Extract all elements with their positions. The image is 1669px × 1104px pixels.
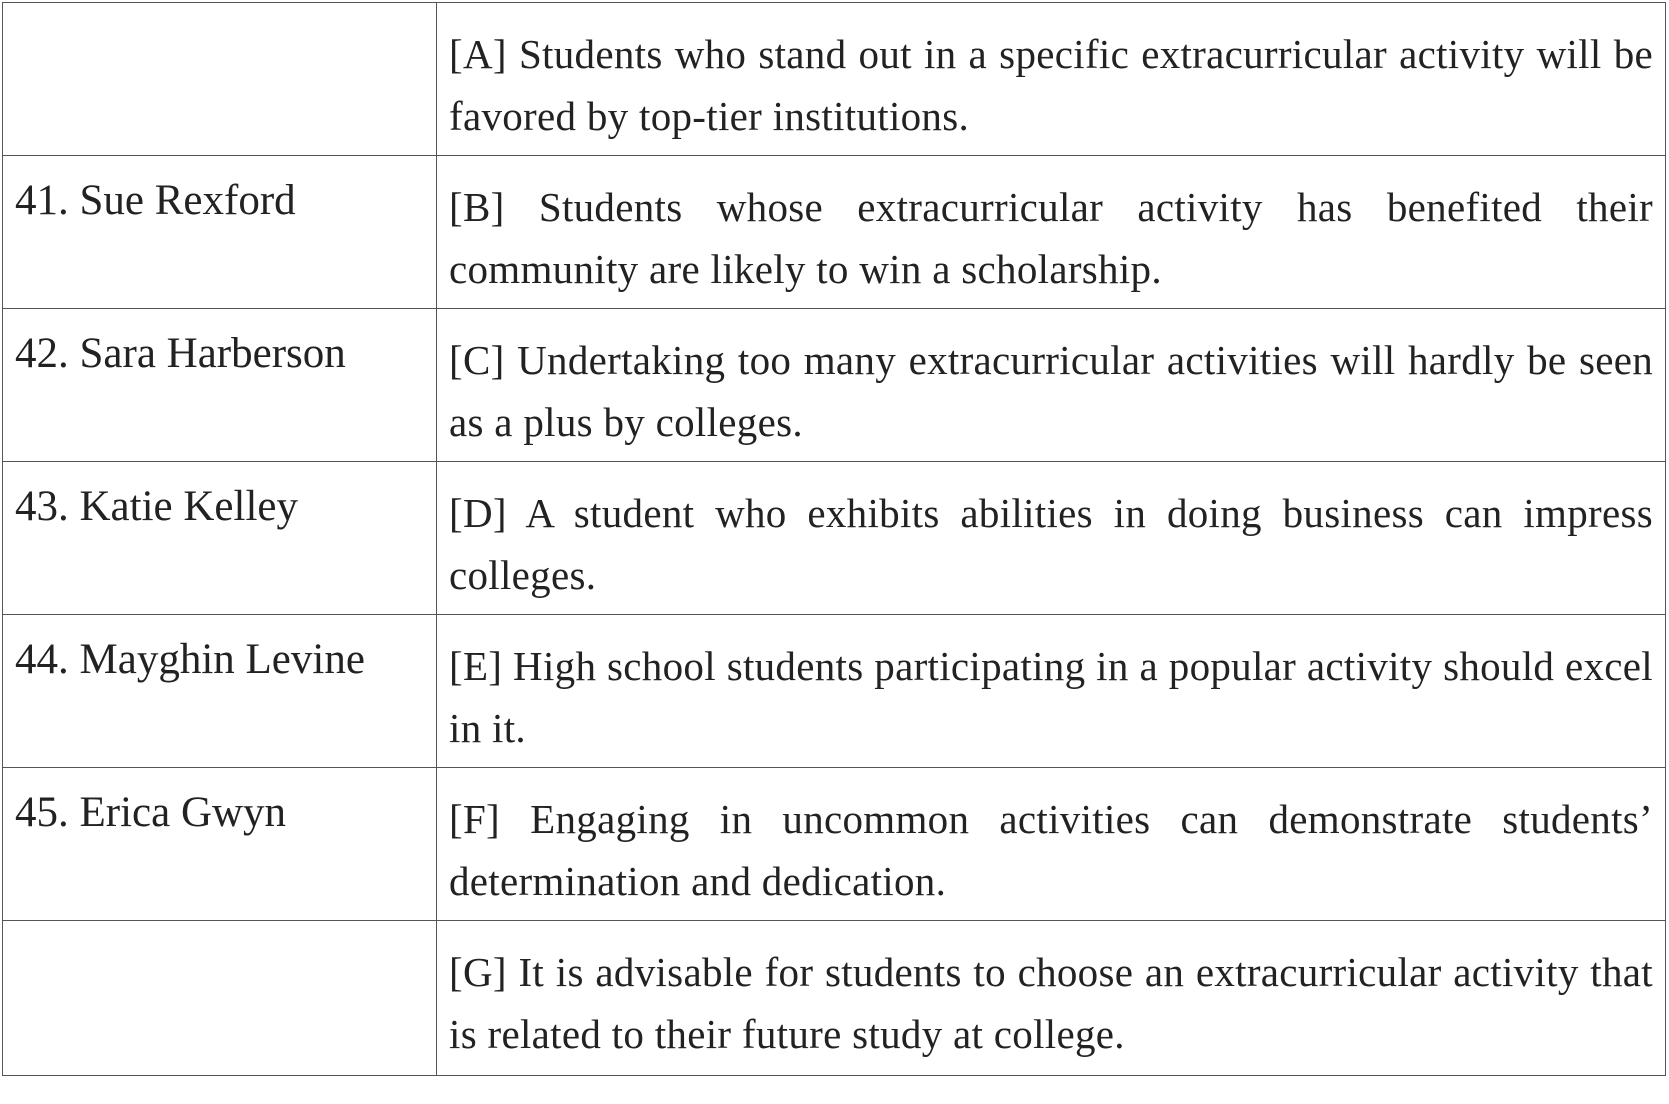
statement-text: [E] High school students participating in a popular activity should excel in it. (449, 643, 1653, 751)
statement-cell (437, 921, 1666, 1076)
table-row (3, 3, 1666, 156)
statement-text: [C] Undertaking too many extracurricular activities will hardly be seen as a plus by colleges. (449, 337, 1653, 445)
statement-cell (437, 768, 1666, 921)
person-name: 45. Erica Gwyn (15, 789, 287, 836)
statement-text: [A] Students who stand out in a specific extracurricular activity will be favored by top-tier institutions. (449, 31, 1653, 139)
person-name (3, 3, 436, 23)
person-name: 42. Sara Harberson (15, 330, 346, 377)
statement-cell (437, 462, 1666, 615)
name-cell (3, 462, 437, 615)
statement-cell (437, 309, 1666, 462)
table-row (3, 768, 1666, 921)
statement-cell (437, 156, 1666, 309)
statement-text: [D] A student who exhibits abilities in doing business can impress colleges. (449, 490, 1653, 598)
name-cell (3, 768, 437, 921)
statement-text: [G] It is advisable for students to choose an extracurricular activity that is related to their future study at college. (449, 949, 1653, 1057)
table-row (3, 615, 1666, 768)
name-cell (3, 156, 437, 309)
table-row (3, 156, 1666, 309)
name-cell (3, 921, 437, 1076)
person-name: 41. Sue Rexford (15, 177, 296, 224)
table-row (3, 309, 1666, 462)
statement-cell (437, 3, 1666, 156)
person-name: 43. Katie Kelley (15, 483, 298, 530)
statement-text: [B] Students whose extracurricular activity has benefited their community are likely to win a scholarship. (449, 184, 1653, 292)
name-cell (3, 309, 437, 462)
table-row (3, 921, 1666, 1076)
statement-text: [F] Engaging in uncommon activities can demonstrate students’ determination and dedication. (449, 796, 1653, 904)
table-row (3, 462, 1666, 615)
person-name (3, 921, 436, 941)
matching-table (2, 2, 1666, 1076)
person-name: 44. Mayghin Levine (15, 636, 365, 683)
statement-cell (437, 615, 1666, 768)
name-cell (3, 3, 437, 156)
name-cell (3, 615, 437, 768)
